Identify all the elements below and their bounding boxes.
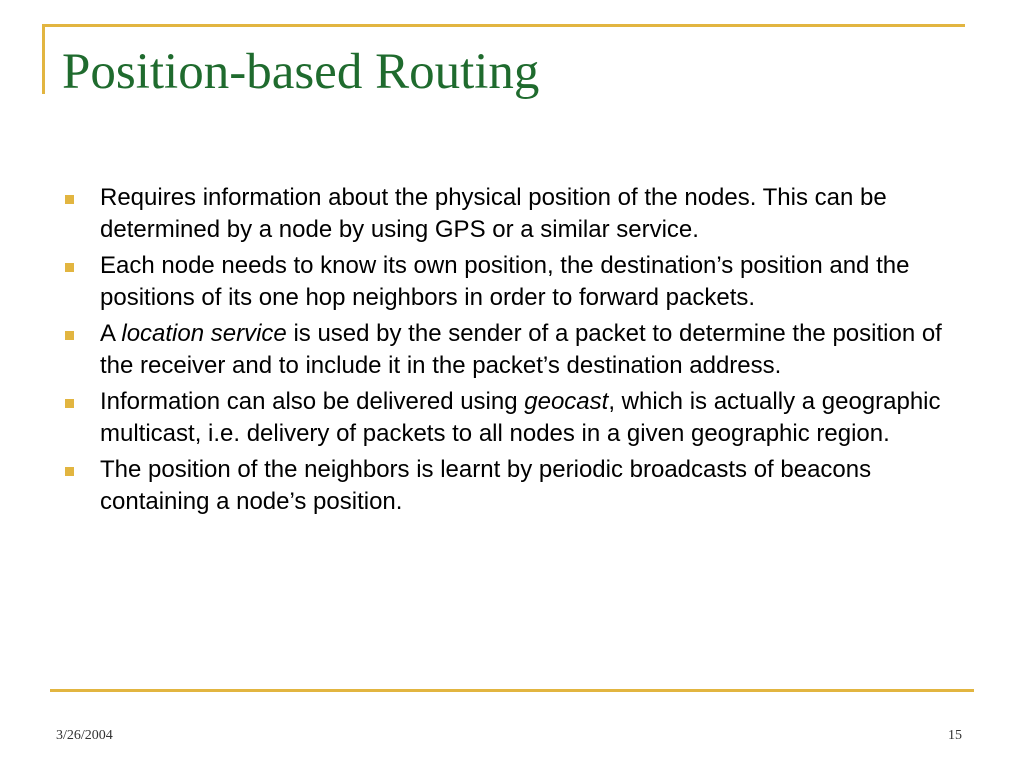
page-number: 15: [948, 728, 962, 743]
square-bullet-icon: [65, 331, 74, 340]
bullet-text-segment: The position of the neighbors is learnt by periodic broadcasts of beacons containing a node’s position.: [100, 456, 872, 515]
bullet-list: [62, 182, 972, 522]
bullet-text-segment: A: [100, 320, 122, 347]
square-bullet-icon: [65, 263, 74, 272]
bullet-text-segment: Requires information about the physical position of the nodes. This can be determined by a node by using GPS or a similar service.: [100, 184, 887, 243]
square-bullet-icon: [65, 399, 74, 408]
bullet-text: [100, 250, 972, 314]
emphasized-term: geocast: [524, 388, 609, 415]
bullet-item: [62, 250, 972, 314]
bullet-item: [62, 318, 972, 382]
bullet-text-segment: Information can also be delivered using: [100, 388, 525, 415]
bullet-text: [100, 386, 972, 450]
frame-top-line: [42, 24, 965, 27]
bullet-text-segment: , which is actually a geographic multicast, i.e. delivery of packets to all nodes in a given geographic region.: [100, 388, 941, 447]
frame-left-line: [42, 24, 45, 94]
bullet-text-segment: is used by the sender of a packet to determine the position of the receiver and to include it in the packet’s destination address.: [100, 320, 942, 379]
bullet-item: [62, 454, 972, 518]
emphasized-term: location service: [121, 320, 287, 347]
slide-title: Position-based Routing: [62, 44, 540, 100]
bullet-text: [100, 454, 972, 518]
bullet-text: [100, 318, 972, 382]
footer-date: 3/26/2004: [56, 728, 113, 743]
bullet-item: [62, 182, 972, 246]
square-bullet-icon: [65, 195, 74, 204]
bullet-item: [62, 386, 972, 450]
bullet-text-segment: Each node needs to know its own position, the destination’s position and the positions of its one hop neighbors in order to forward packets.: [100, 252, 910, 311]
bullet-text: [100, 182, 972, 246]
square-bullet-icon: [65, 467, 74, 476]
footer-divider: [50, 689, 974, 692]
